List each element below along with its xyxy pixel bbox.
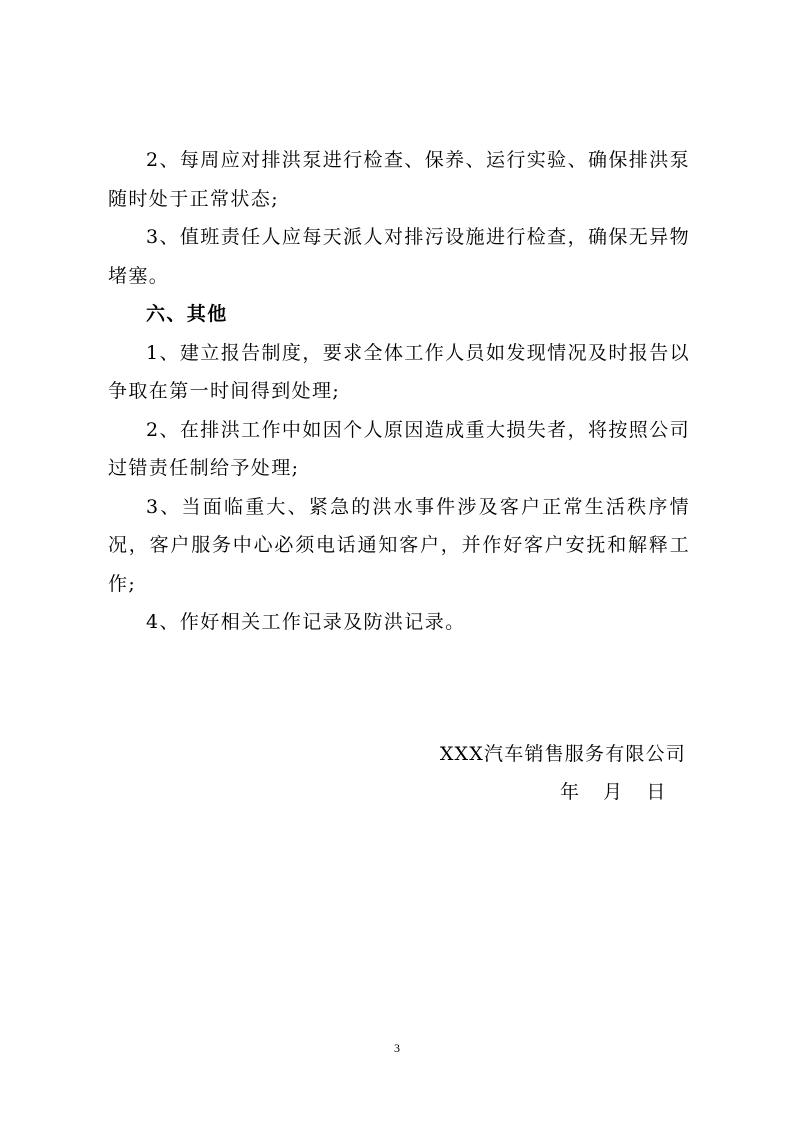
paragraph-records: 4、作好相关工作记录及防洪记录。 (146, 611, 466, 633)
paragraph-responsibility: 2、在排洪工作中如因个人原因造成重大损失者，将按照公司过错责任制给予处理; (108, 418, 690, 479)
document-body (108, 141, 690, 642)
paragraph-pump-inspection: 2、每周应对排洪泵进行检查、保养、运行实验、确保排洪泵随时处于正常状态; (108, 149, 690, 210)
page-number: 3 (394, 1041, 400, 1055)
signature-date: 年 月 日 (560, 781, 666, 803)
paragraph-reporting-system: 1、建立报告制度，要求全体工作人员如发现情况及时报告以争取在第一时间得到处理; (108, 341, 690, 402)
section-heading-other: 六、其他 (146, 303, 228, 325)
paragraph-customer-notice: 3、当面临重大、紧急的洪水事件涉及客户正常生活秩序情况，客户服务中心必须电话通知客户，并作好客户安抚和解释工作; (108, 495, 690, 595)
company-signature: XXX汽车销售服务有限公司 (439, 743, 686, 765)
paragraph-drain-inspection: 3、值班责任人应每天派人对排污设施进行检查，确保无异物堵塞。 (108, 226, 690, 287)
